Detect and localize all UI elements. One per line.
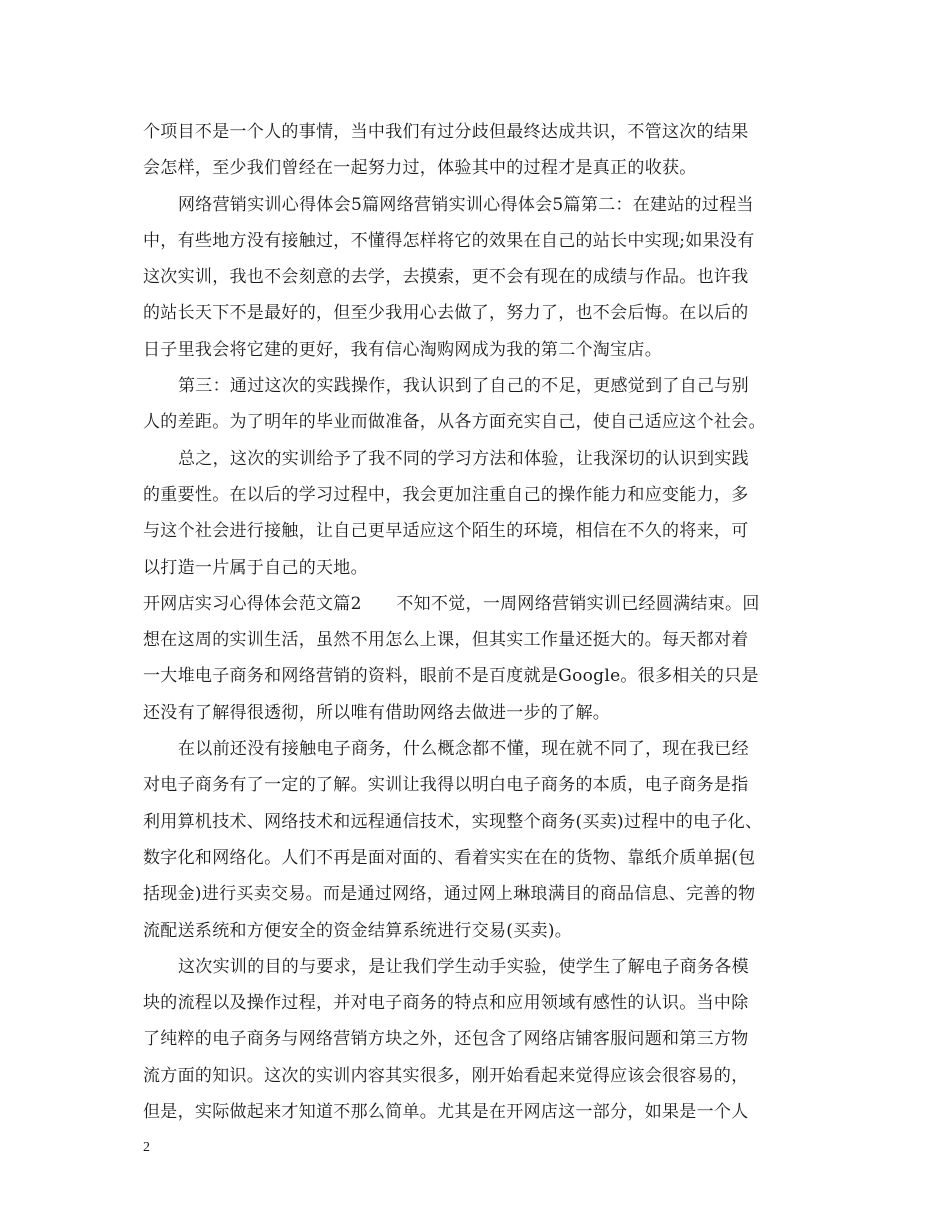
text-line: 以打造一片属于自己的天地。 <box>143 557 368 578</box>
text-line: 还没有了解得很透彻，所以唯有借助网络去做进一步的了解。 <box>143 702 611 723</box>
text-line: 但是，实际做起来才知道不那么简单。尤其是在开网店这一部分，如果是一个人 <box>143 1102 749 1123</box>
text-line: 利用算机技术、网络技术和远程通信技术，实现整个商务(买卖)过程中的电子化、 <box>143 811 763 832</box>
document-body <box>143 114 811 1130</box>
text-line: 网络营销实训心得体会5篇网络营销实训心得体会5篇第二：在建站的过程当 <box>178 194 754 215</box>
text-line: 中，有些地方没有接触过，不懂得怎样将它的效果在自己的站长中实现;如果没有 <box>143 230 755 251</box>
text-line: 这次实训的目的与要求，是让我们学生动手实验，使学生了解电子商务各模 <box>178 956 749 977</box>
text-line: 流方面的知识。这次的实训内容其实很多，刚开始看起来觉得应该会很容易的， <box>143 1065 749 1086</box>
text-line: 日子里我会将它建的更好，我有信心淘购网成为我的第二个淘宝店。 <box>143 339 662 360</box>
text-line: 了纯粹的电子商务与网络营销方块之外，还包含了网络店铺客服问题和第三方物 <box>143 1029 749 1050</box>
text-line: 一大堆电子商务和网络营销的资料，眼前不是百度就是Google。很多相关的只是 <box>143 666 759 687</box>
text-line: 开网店实习心得体会范文篇2 不知不觉，一周网络营销实训已经圆满结束。回 <box>143 593 760 614</box>
text-line: 想在这周的实训生活，虽然不用怎么上课，但其实工作量还挺大的。每天都对着 <box>143 630 749 651</box>
text-line: 的站长天下不是最好的，但至少我用心去做了，努力了，也不会后悔。在以后的 <box>143 303 749 324</box>
text-line: 流配送系统和方便安全的资金结算系统进行交易(买卖)。 <box>143 920 573 941</box>
text-line: 这次实训，我也不会刻意的去学，去摸索，更不会有现在的成绩与作品。也许我 <box>143 267 749 288</box>
text-line: 数字化和网络化。人们不再是面对面的、看着实实在在的货物、靠纸介质单据(包 <box>143 847 756 868</box>
page-number: 2 <box>143 1140 150 1155</box>
text-line: 与这个社会进行接触，让自己更早适应这个陌生的环境，相信在不久的将来，可 <box>143 521 749 542</box>
text-line: 会怎样，至少我们曾经在一起努力过，体验其中的过程才是真正的收获。 <box>143 158 697 179</box>
text-line: 块的流程以及操作过程，并对电子商务的特点和应用领域有感性的认识。当中除 <box>143 993 749 1014</box>
text-line: 人的差距。为了明年的毕业而做准备，从各方面充实自己，使自己适应这个社会。 <box>143 412 766 433</box>
text-line: 括现金)进行买卖交易。而是通过网络，通过网上琳琅满目的商品信息、完善的物 <box>143 884 756 905</box>
text-line: 对电子商务有了一定的了解。实训让我得以明白电子商务的本质，电子商务是指 <box>143 775 749 796</box>
text-line: 的重要性。在以后的学习过程中，我会更加注重自己的操作能力和应变能力，多 <box>143 484 749 505</box>
text-line: 个项目不是一个人的事情，当中我们有过分歧但最终达成共识，不管这次的结果 <box>143 122 749 142</box>
text-line: 在以前还没有接触电子商务，什么概念都不懂，现在就不同了，现在我已经 <box>178 739 749 760</box>
text-line: 总之，这次的实训给予了我不同的学习方法和体验，让我深切的认识到实践 <box>178 448 749 469</box>
text-line: 第三：通过这次的实践操作，我认识到了自己的不足，更感觉到了自己与别 <box>178 376 749 397</box>
